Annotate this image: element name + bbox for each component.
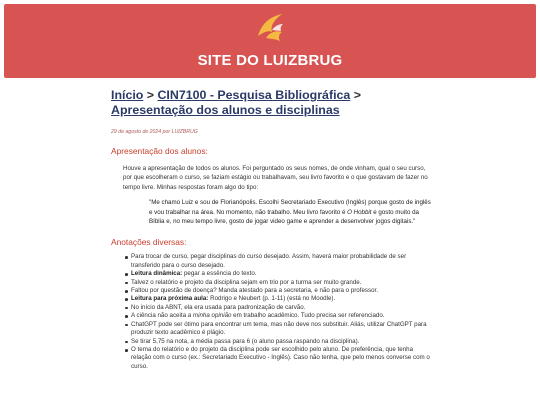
list-item: Para trocar de curso, pegar disciplinas do curso desejado. Assim, haverá maior probabilidade de ser transferido para o curso desejado. [125, 253, 431, 270]
stylized-flame-3-logo[interactable] [252, 10, 288, 46]
list-item-text: em trabalho acadêmico. Tudo precisa ser referenciado. [231, 312, 385, 320]
list-item-text: A ciência não aceita [131, 312, 188, 320]
breadcrumb-home-link[interactable]: Início [111, 88, 144, 102]
list-item: ChatGPT pode ser ótimo para encontrar um tema, mas não deve nos substituir. Aliás, utilizar ChatGPT para produzir texto acadêmico é plágio. [125, 321, 431, 338]
site-title[interactable]: SITE DO LUIZBRUG [197, 52, 343, 69]
breadcrumb-current-link[interactable]: Apresentação dos alunos e disciplinas [111, 102, 340, 117]
list-item-text: Rodrigo e Neubert (p. 1-11) (está no Moodle). [208, 295, 336, 303]
intro-paragraph: Houve a apresentação de todos os alunos. Foi perguntado os seus nomes, de onde vinham, qual o seu curso, por que escolheram o curso, se faziam estágio ou trabalhavam, seu livro favorito e o que gostavam de fazer no tempo livre. Minhas respostas foram algo do tipo: [123, 165, 428, 191]
list-item-emphasis: a minha opinião [187, 312, 232, 320]
breadcrumb [111, 88, 431, 117]
list-item [125, 295, 431, 303]
list-item: No início da ABNT, ela era usada para padronização de carvão. [125, 304, 431, 312]
list-item [125, 312, 431, 320]
quote-book-title: O Hobbit [347, 208, 372, 216]
breadcrumb-separator: > [143, 88, 158, 102]
list-item: Faltou por questão de doença? Manda atestado para a secretaria, e não para o professor. [125, 287, 431, 295]
list-item: Se tirar 5,75 na nota, a média passa para 6 (o aluno passa raspando na disciplina). [125, 338, 431, 346]
breadcrumb-separator: > [350, 88, 361, 102]
list-item-label: Leitura dinâmica: [131, 270, 183, 278]
list-item-label: Leitura para próxima aula: [131, 295, 209, 303]
site-header-banner [4, 4, 536, 78]
breadcrumb-course-link[interactable]: CIN7100 - Pesquisa Bibliográfica [157, 88, 351, 102]
quote-text: "Me chamo Luiz e sou de Florianópolis. Escolhi Secretariado Executivo (Inglês) porque gosto de inglês e vou trabalhar na área. No momento, não trabalho. Meu livro favorito é [149, 199, 431, 216]
section-heading-notes: Anotações diversas: [111, 237, 187, 248]
answer-blockquote [149, 198, 434, 226]
list-item: O tema do relatório e do projeto da disciplina pode ser escolhido pelo aluno. De preferência, que tenha relação com o curso (ex.: Secretariado Executivo - Inglês). Caso não tenha, que pelo menos converse com o curso. [125, 346, 431, 371]
post-content [111, 88, 431, 371]
list-item-text: pegar a essência do texto. [182, 270, 257, 278]
list-item [125, 270, 431, 278]
list-item: Talvez o relatório e projeto da disciplina sejam em trio por a turma ser muito grande. [125, 279, 431, 287]
quote-text: e gosto muito da Bíblia e, no meu tempo livre, gosto de jogar video game e aprender a desenvolver jogos digitais." [149, 208, 419, 226]
section-heading-students: Apresentação dos alunos: [111, 146, 208, 156]
notes-list [125, 253, 431, 371]
post-date-author: 29 de agosto de 2024 por LUIZBRUG [111, 129, 198, 135]
